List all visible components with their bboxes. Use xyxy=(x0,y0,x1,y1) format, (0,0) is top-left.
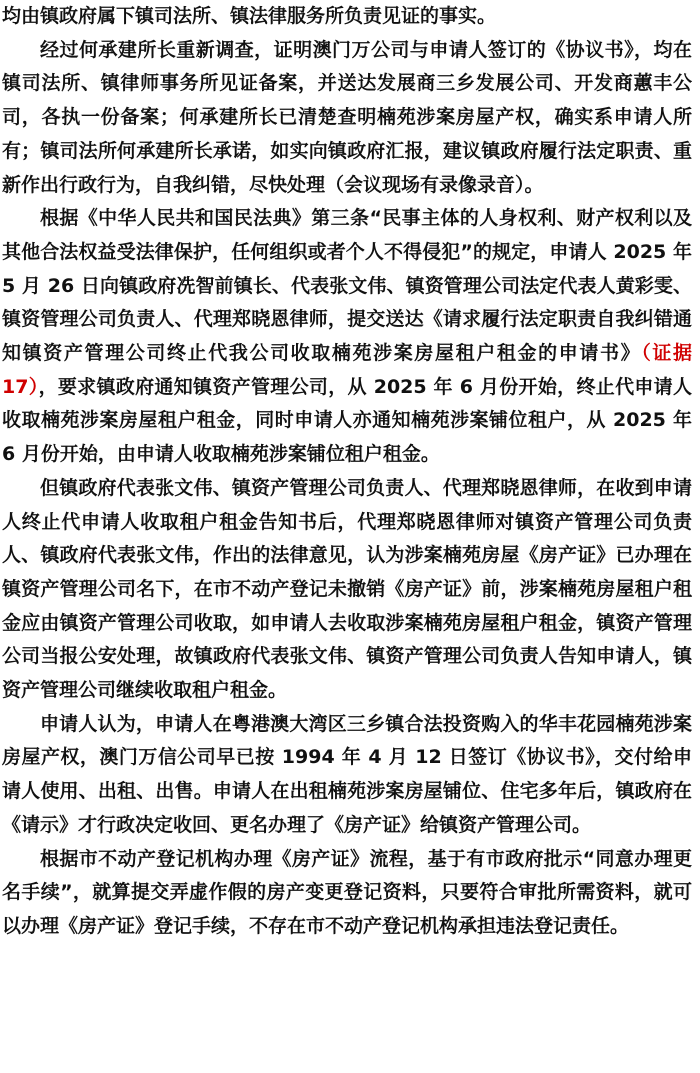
paragraph-text: 根据《中华人民共和国民法典》第三条“民事主体的人身权利、财产权利以及其他合法权益受法律保护，任何组织或者个人不得侵犯”的规定，申请人 2025 年 5 月 26 日向镇政府冼智前镇长、代表张文伟、镇资管理公司法定代表人黄彩雯、镇资管理公司负责人、代理郑晓恩律师，提交送达《请求履行法定职责自我纠错通知镇资产管理公司终止代我公司收取楠苑涉案房屋租户租金的申请书》 xyxy=(2,207,692,365)
paragraph xyxy=(2,202,692,472)
document-body xyxy=(2,0,692,944)
paragraph-text: 经过何承建所长重新调查，证明澳门万公司与申请人签订的《协议书》，均在镇司法所、镇律师事务所见证备案，并送达发展商三乡发展公司、开发商蕙丰公司，各执一份备案；何承建所长已清楚查明楠苑涉案房屋产权，确实系申请人所有；镇司法所何承建所长承诺，如实向镇政府汇报，建议镇政府履行法定职责、重新作出行政行为，自我纠错，尽快处理（会议现场有录像录音）。 xyxy=(2,38,692,196)
paragraph-text: ，要求镇政府通知镇资产管理公司，从 2025 年 6 月份开始，终止代申请人收取楠苑涉案房屋租户租金，同时申请人亦通知楠苑涉案铺位租户，从 2025 年 6 月份开始，由申请人收取楠苑涉案铺位租户租金。 xyxy=(2,375,692,466)
paragraph xyxy=(2,472,692,708)
evidence-reference: （证据 17） xyxy=(2,342,692,398)
paragraph-text: 但镇政府代表张文伟、镇资产管理公司负责人、代理郑晓恩律师，在收到申请人终止代申请人收取租户租金告知书后，代理郑晓恩律师对镇资产管理公司负责人、镇政府代表张文伟，作出的法律意见，认为涉案楠苑房屋《房产证》已办理在镇资产管理公司名下，在市不动产登记未撤销《房产证》前，涉案楠苑房屋租户租金应由镇资产管理公司收取，如申请人去收取涉案楠苑房屋租户租金，镇资产管理公司当报公安处理，故镇政府代表张文伟、镇资产管理公司负责人告知申请人，镇资产管理公司继续收取租户租金。 xyxy=(2,476,692,702)
paragraph xyxy=(2,708,692,843)
paragraph-text: 均由镇政府属下镇司法所、镇法律服务所负责见证的事实。 xyxy=(2,5,497,27)
paragraph xyxy=(2,0,692,34)
paragraph-text: 根据市不动产登记机构办理《房产证》流程，基于有市政府批示“同意办理更名手续”，就算提交弄虚作假的房产变更登记资料，只要符合审批所需资料，就可以办理《房产证》登记手续，不存在市不动产登记机构承担违法登记责任。 xyxy=(2,847,692,937)
paragraph xyxy=(2,34,692,203)
paragraph-text: 申请人认为，申请人在粤港澳大湾区三乡镇合法投资购入的华丰花园楠苑涉案房屋产权，澳门万信公司早已按 1994 年 4 月 12 日签订《协议书》，交付给申请人使用、出租、出售。申请人在出租楠苑涉案房屋铺位、住宅多年后，镇政府在《请示》才行政决定收回、更名办理了《房产证》给镇资产管理公司。 xyxy=(2,712,692,836)
paragraph xyxy=(2,843,692,944)
